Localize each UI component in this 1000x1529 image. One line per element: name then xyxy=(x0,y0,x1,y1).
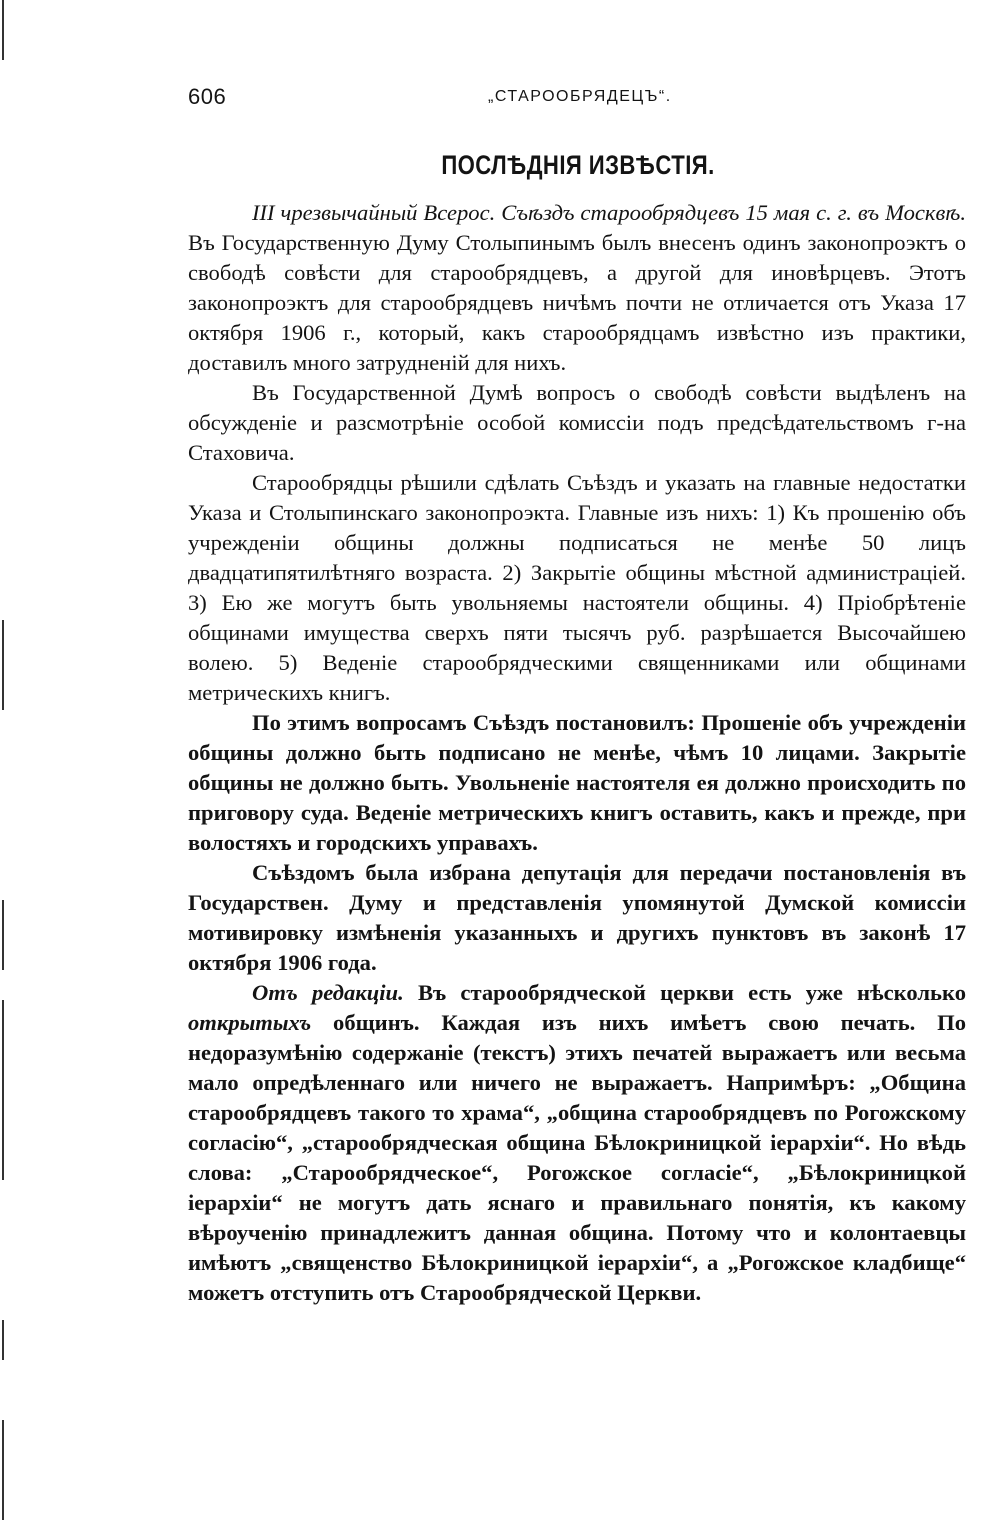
paragraph-3: Старообрядцы рѣшили сдѣлать Съѣздъ и указать на главные недостатки Указа и Столыпинскаго законопроэкта. Главные изъ нихъ: 1) Къ прошенію объ учрежденіи общины должны подписаться не менѣе 50 лицъ двадцатипятилѣтняго возраста. 2) Закрытіе общины мѣстной администраціей. 3) Ею же могутъ быть увольняемы настоятели общины. 4) Пріобрѣтеніе общинами имущества сверхъ пяти тысячъ руб. разрѣшается Высочайшею волею. 5) Веденіе старообрядческими священниками или общинами метрическихъ книгъ. xyxy=(188,470,966,705)
page-header xyxy=(188,84,968,124)
paragraph-6-text-b: общинъ. Каждая изъ нихъ имѣетъ свою печать. По недоразумѣнію содержаніе (текстъ) этихъ печатей выражаетъ или весьма мало опредѣленнаго или ничего не выражаетъ. Напримѣръ: „Община старообрядцевъ такого то храма“, „община старообрядцевъ по Рогожскому согласію“, „старообрядческая община Бѣлокриницкой іерархіи“. Но вѣдь слова: „Старообрядческое“, Рогожское согласіе“, „Бѣлокриницкой іерархіи“ не могутъ дать яснаго и правильнаго понятія, къ какому вѣроученію принадлежитъ данная община. Потому что и колонтаевцы имѣютъ „священство Бѣлокриницкой іерархіи“, а „Рогожское кладбище“ можетъ отступить отъ Старообрядческой Церкви. xyxy=(188,1010,966,1305)
paragraph-5: Съѣздомъ была избрана депутація для передачи постановленія въ Государствен. Думу и представленія упомянутой Думской комиссіи мотивировку измѣненія указанныхъ и другихъ пунктовъ въ законѣ 17 октября 1906 года. xyxy=(188,860,966,975)
paragraph-1 xyxy=(188,198,966,378)
page-number: 606 xyxy=(188,84,227,109)
paragraph-6-text-a: Въ старообрядческой церкви есть уже нѣсколько xyxy=(403,980,967,1005)
editorial-note-label: Отъ редакціи. xyxy=(252,980,404,1005)
paragraph-1-heading: III чрезвычайный Всерос. Съѣздъ старообрядцевъ 15 мая с. г. въ Москвѣ. xyxy=(252,200,966,225)
paragraph-4: По этимъ вопросамъ Съѣздъ постановилъ: Прошеніе объ учрежденіи общины должно быть подписано не менѣе, чѣмъ 10 лицами. Закрытіе общины не должно быть. Увольненіе настоятеля ея должно происходить по приговору суда. Веденіе метрическихъ книгъ оставить, какъ и прежде, при волостяхъ и городскихъ управахъ. xyxy=(188,710,966,855)
section-title: ПОСЛѢДНІЯ ИЗВѢСТІЯ. xyxy=(441,150,715,180)
scan-edge-marks xyxy=(0,0,10,1529)
paragraph-2: Въ Государственной Думѣ вопросъ о свободѣ совѣсти выдѣленъ на обсужденіе и разсмотрѣніе особой комиссіи подъ предсѣдательствомъ г-на Стаховича. xyxy=(188,380,966,465)
paragraph-1-text: Въ Государственную Думу Столыпинымъ былъ внесенъ одинъ законопроэктъ о свободѣ совѣсти для старообрядцевъ, а другой для иновѣрцевъ. Этотъ законопроэктъ для старообрядцевъ ничѣмъ почти не отличается отъ Указа 17 октября 1906 г., который, какъ старообрядцамъ извѣстно изъ практики, доставилъ много затрудненій для нихъ. xyxy=(188,230,966,375)
paragraph-6 xyxy=(188,978,966,1308)
running-title: „СТАРООБРЯДЕЦЪ“. xyxy=(488,88,672,105)
article-body xyxy=(188,198,966,1308)
paragraph-6-emphasis: открытыхъ xyxy=(188,1010,312,1035)
